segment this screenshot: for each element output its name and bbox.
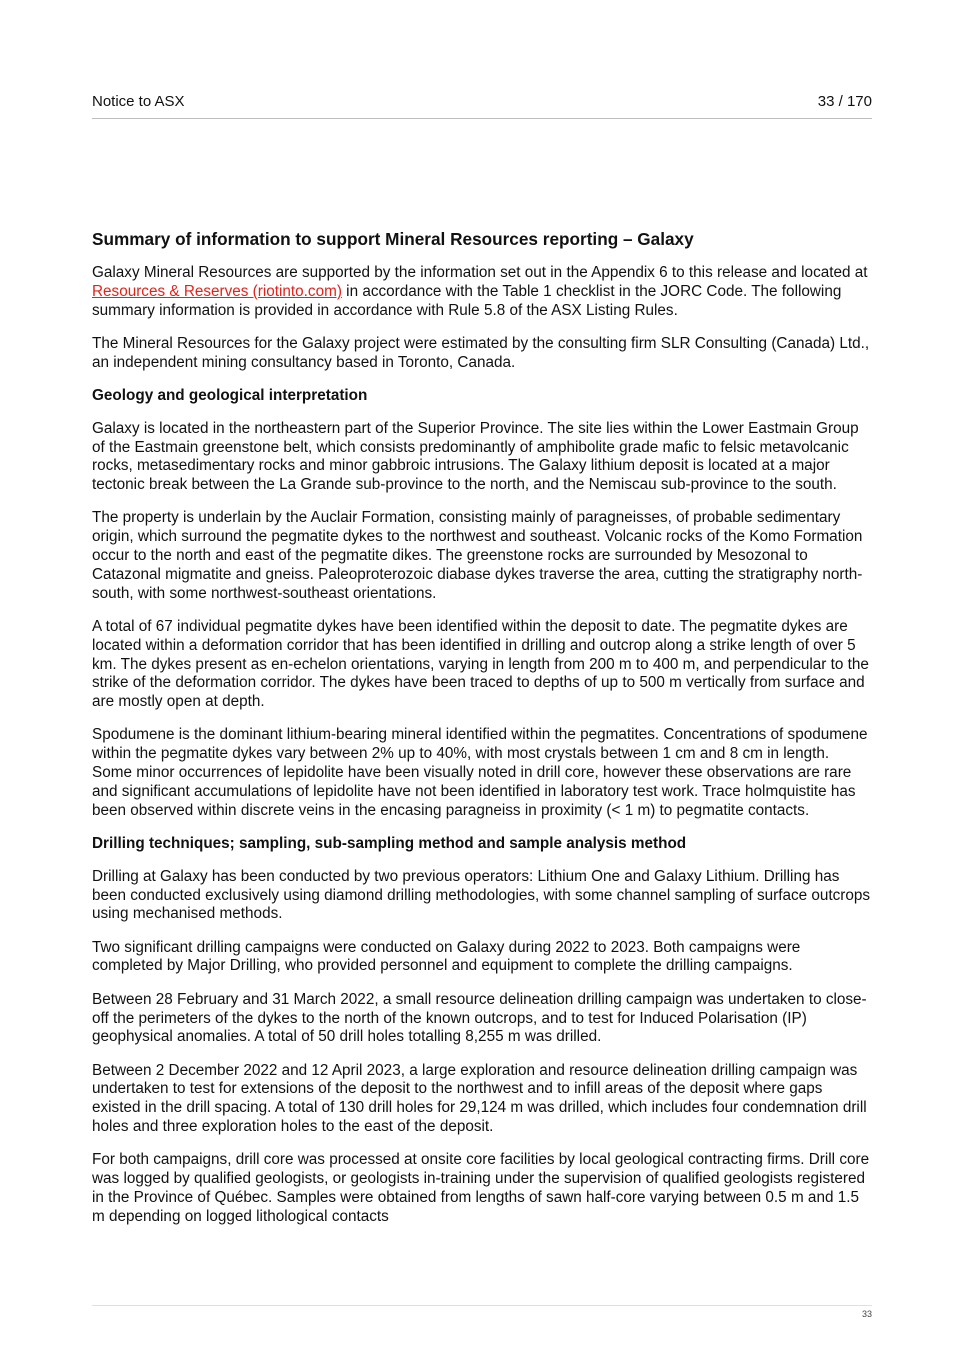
- drilling-paragraph: For both campaigns, drill core was processed at onsite core facilities by local geological contracting firms. Drill core was logged by qualified geologists, or geologists in-training under the supervision of qualified geologists registered in the Province of Québec. Samples were obtained from lengths of sawn half-core varying between 0.5 m and 1.5 m depending on logged lithological contacts: [92, 1151, 870, 1225]
- drilling-paragraph: Between 2 December 2022 and 12 April 2023, a large exploration and resource delineation drilling campaign was undertaken to test for extensions of the deposit to the northwest and to infill areas of the deposit where gaps existed in the drill spacing. A total of 130 drill holes for 29,124 m was drilled, which includes four condemnation drill holes and three exploration holes to the east of the deposit.: [92, 1061, 867, 1135]
- subheading-geology: Geology and geological interpretation: [92, 386, 368, 404]
- geology-paragraph: A total of 67 individual pegmatite dykes have been identified within the deposit to date. The pegmatite dykes are located within a deformation corridor that has been identified in drilling and outcrop along a strike length of over 5 km. The dykes present as en-echelon orientations, varying in length from 200 m to 400 m, and perpendicular to the strike of the deformation corridor. The dykes have been traced to depths of up to 500 m vertically from surface and are mostly open at depth.: [92, 617, 869, 711]
- resources-reserves-link[interactable]: Resources & Reserves (riotinto.com): [92, 282, 342, 300]
- document-title: Notice to ASX: [92, 93, 185, 110]
- section-heading-summary: Summary of information to support Mineral Resources reporting – Galaxy: [92, 229, 694, 249]
- drilling-paragraph: Drilling at Galaxy has been conducted by two previous operators: Lithium One and Galaxy Lithium. Drilling has been conducted exclusively using diamond drilling methodologies, with some channel sampling of surface outcrops using mechanised methods.: [92, 867, 871, 923]
- document-body: [92, 228, 872, 1241]
- page-header: [92, 92, 872, 119]
- geology-paragraph: Galaxy is located in the northeastern part of the Superior Province. The site lies within the Lower Eastmain Group of the Eastmain greenstone belt, which consists predominantly of amphibolite grade mafic to felsic metavolcanic rocks, metasedimentary rocks and minor gabbroic intrusions. The Galaxy lithium deposit is located at a major tectonic break between the La Grande sub-province to the north, and the Nemiscau sub-province to the south.: [92, 419, 859, 494]
- intro-text-before-link: Galaxy Mineral Resources are supported by the information set out in the Appendix 6 to this release and located at: [92, 264, 868, 281]
- drilling-paragraph: Between 28 February and 31 March 2022, a small resource delineation drilling campaign was undertaken to close-off the perimeters of the dykes to the north of the known outcrops, and to test for Induced Polarisation (IP) geophysical anomalies. A total of 50 drill holes totalling 8,255 m was drilled.: [92, 990, 867, 1046]
- subheading-drilling: Drilling techniques; sampling, sub-sampling method and sample analysis method: [92, 834, 687, 852]
- footer-page-number: 33: [861, 1309, 872, 1319]
- page-indicator: 33 / 170: [817, 93, 872, 110]
- drilling-paragraph: Two significant drilling campaigns were conducted on Galaxy during 2022 to 2023. Both campaigns were completed by Major Drilling, who provided personnel and equipment to complete the drilling campaigns.: [92, 938, 801, 975]
- geology-paragraph: The property is underlain by the Auclair Formation, consisting mainly of paragneisses, of probable sedimentary origin, which surround the pegmatite dykes to the northwest and southeast. Volcanic rocks of the Komo Formation occur to the north and east of the pegmatite dikes. The greenstone rocks are surrounded by Mesozonal to Catazonal migmatite and gneiss. Paleoproterozoic diabase dykes traverse the area, cutting the stratigraphy north-south, with some northwest-southeast orientations.: [92, 509, 863, 602]
- intro-text-after-link: in accordance with the Table 1 checklist in the JORC Code. The following summary information is provided in accordance with Rule 5.8 of the ASX Listing Rules.: [92, 282, 842, 319]
- geology-paragraph: Spodumene is the dominant lithium-bearing mineral identified within the pegmatites. Concentrations of spodumene within the pegmatite dykes vary between 2% up to 40%, with most crystals between 1 cm and 8 cm in length. Some minor occurrences of lepidolite have been visually noted in drill core, however these observations are rare and significant accumulations of lepidolite have not been identified in laboratory test work. Trace holmquistite has been observed within discrete veins in the encasing paragneiss in proximity (< 1 m) to pegmatite contacts.: [92, 726, 868, 819]
- intro-paragraph-1: [92, 264, 872, 320]
- intro-paragraph-2: The Mineral Resources for the Galaxy project were estimated by the consulting firm SLR Consulting (Canada) Ltd., an independent mining consultancy based in Toronto, Canada.: [92, 334, 870, 371]
- footer-divider: [92, 1305, 872, 1306]
